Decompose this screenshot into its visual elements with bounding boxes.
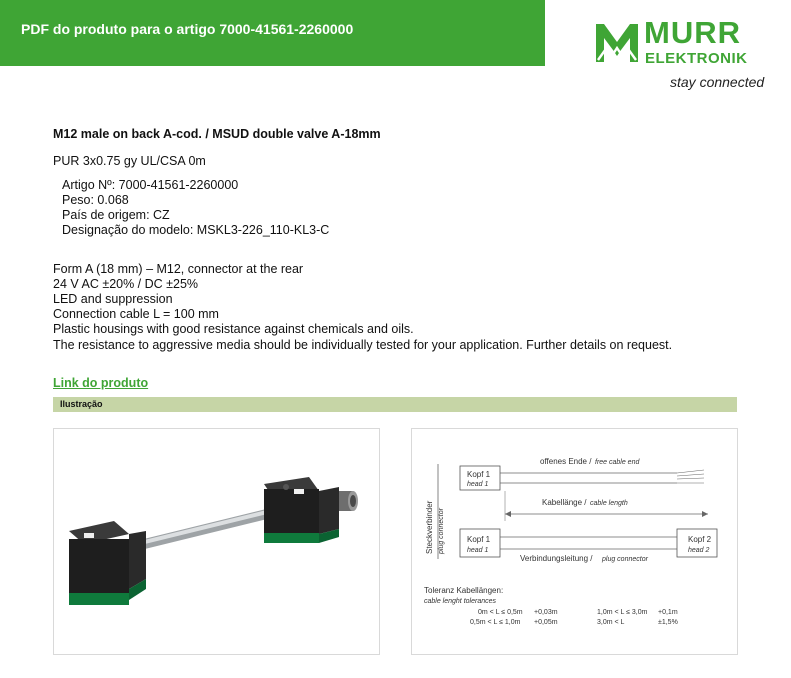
tolerance-value: +0,03m (534, 609, 558, 616)
kopf1-label: Kopf 1 (467, 470, 491, 479)
free-end-en: free cable end (595, 459, 640, 466)
logo-text-elektronik: ELEKTRONIK (645, 50, 748, 67)
head1-label: head 1 (467, 481, 489, 488)
kopf2-label: Kopf 2 (688, 535, 712, 544)
logo-mark-icon (594, 22, 640, 64)
spec-weight: Peso: 0.068 (62, 193, 129, 207)
illustration-label: Ilustração (60, 399, 103, 409)
free-end-de: offenes Ende / (540, 457, 592, 466)
product-title: M12 male on back A-cod. / MSUD double valve A-18mm (53, 127, 381, 141)
murr-elektronik-logo (594, 14, 774, 94)
tolerance-range: 1,0m < L ≤ 3,0m (597, 609, 648, 616)
side-label-de: Steckverbinder (425, 500, 434, 554)
spec-article-number: Artigo Nº: 7000-41561-2260000 (62, 178, 239, 192)
technical-drawing (411, 428, 738, 655)
description-line: 24 V AC ±20% / DC ±25% (53, 277, 199, 291)
plug-connector-en: plug connector (602, 556, 648, 563)
cable-length-de: Kabellänge / (542, 498, 587, 507)
plug-connector-de: Verbindungsleitung / (520, 554, 593, 563)
tolerance-title-en: cable lenght tolerances (424, 598, 496, 605)
description-line: Form A (18 mm) – M12, connector at the rear (53, 262, 304, 276)
description-line: Plastic housings with good resistance against chemicals and oils. (53, 322, 414, 336)
side-label-en: plug connector (438, 508, 445, 554)
tolerance-value: +0,05m (534, 619, 558, 626)
technical-drawing-svg (412, 429, 737, 654)
product-photo-drawing (54, 429, 379, 654)
tolerance-value: +0,1m (658, 609, 678, 616)
product-photo (53, 428, 380, 655)
spec-model-designation: Designação do modelo: MSKL3-226_110-KL3-C (62, 223, 330, 237)
tolerance-title-de: Toleranz Kabellängen: (424, 586, 504, 595)
header-bar (0, 0, 545, 66)
description-line: Connection cable L = 100 mm (53, 307, 219, 321)
tolerance-range: 3,0m < L (597, 619, 625, 626)
tolerance-value: ±1,5% (658, 619, 678, 626)
cable-length-en: cable length (590, 500, 628, 507)
logo-text-murr: MURR (644, 15, 741, 50)
tolerance-range: 0m < L ≤ 0,5m (478, 609, 523, 616)
illustration-section-bar (53, 397, 737, 412)
tagline: stay connected (670, 74, 765, 90)
head1-label-b: head 1 (467, 547, 489, 554)
tolerance-range: 0,5m < L ≤ 1,0m (470, 619, 521, 626)
product-link[interactable]: Link do produto (53, 376, 149, 390)
page-title: PDF do produto para o artigo 7000-41561-2260000 (21, 21, 354, 37)
spec-country-of-origin: País de origem: CZ (62, 208, 170, 222)
description-line: The resistance to aggressive media should be individually tested for your application. Further details on request. (53, 338, 673, 352)
head2-label: head 2 (688, 547, 710, 554)
kopf1-label-b: Kopf 1 (467, 535, 491, 544)
description-line: LED and suppression (53, 292, 173, 306)
product-subtitle: PUR 3x0.75 gy UL/CSA 0m (53, 154, 206, 168)
